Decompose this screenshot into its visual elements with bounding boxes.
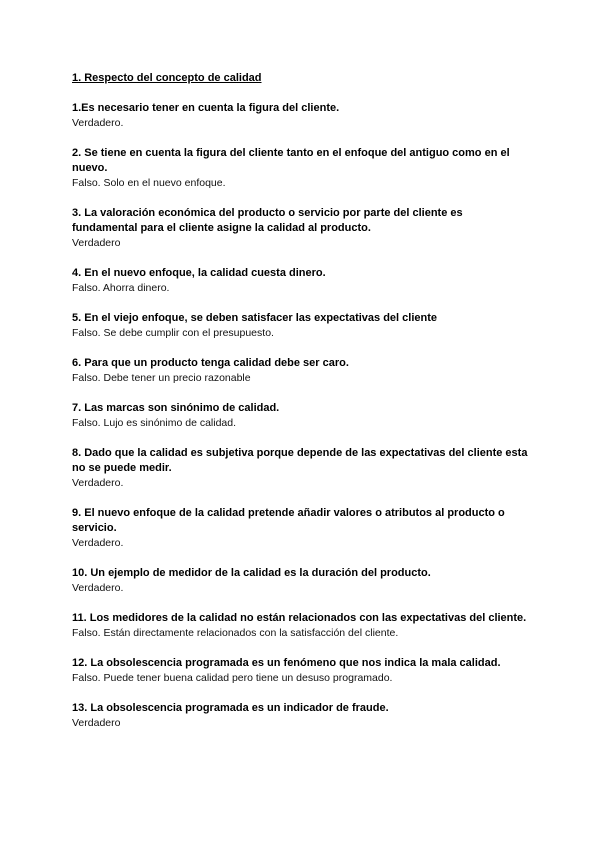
answer-6: Falso. Debe tener un precio razonable [72, 372, 251, 384]
question-4: 4. En el nuevo enfoque, la calidad cuesta dinero. [72, 267, 326, 279]
qa-item-5 [72, 311, 528, 341]
qa-item-7 [72, 401, 528, 431]
qa-item-2 [72, 146, 528, 191]
question-10: 10. Un ejemplo de medidor de la calidad es la duración del producto. [72, 567, 431, 579]
question-5: 5. En el viejo enfoque, se deben satisfacer las expectativas del cliente [72, 312, 437, 324]
answer-4: Falso. Ahorra dinero. [72, 282, 170, 294]
qa-item-12 [72, 656, 528, 686]
answer-12: Falso. Puede tener buena calidad pero tiene un desuso programado. [72, 672, 393, 684]
question-11: 11. Los medidores de la calidad no están relacionados con las expectativas del cliente. [72, 612, 527, 624]
answer-3: Verdadero [72, 237, 121, 249]
qa-item-6 [72, 356, 528, 386]
qa-item-8 [72, 446, 528, 491]
answer-8: Verdadero. [72, 477, 124, 489]
qa-item-9 [72, 506, 528, 551]
answer-7: Falso. Lujo es sinónimo de calidad. [72, 417, 237, 429]
document-page [72, 71, 528, 746]
qa-item-4 [72, 266, 528, 296]
answer-10: Verdadero. [72, 582, 124, 594]
question-12: 12. La obsolescencia programada es un fenómeno que nos indica la mala calidad. [72, 657, 501, 669]
answer-9: Verdadero. [72, 537, 124, 549]
answer-11: Falso. Están directamente relacionados con la satisfacción del cliente. [72, 627, 399, 639]
answer-13: Verdadero [72, 717, 121, 729]
qa-item-11 [72, 611, 528, 641]
qa-item-13 [72, 701, 528, 731]
qa-item-10 [72, 566, 528, 596]
question-2: 2. Se tiene en cuenta la figura del cliente tanto en el enfoque del antiguo como en el nuevo. [72, 147, 510, 174]
question-9: 9. El nuevo enfoque de la calidad pretende añadir valores o atributos al producto o servicio. [72, 507, 505, 534]
question-7: 7. Las marcas son sinónimo de calidad. [72, 402, 280, 414]
question-8: 8. Dado que la calidad es subjetiva porque depende de las expectativas del cliente esta no se puede medir. [72, 447, 528, 474]
qa-item-1 [72, 101, 528, 131]
section-title: 1. Respecto del concepto de calidad [72, 72, 262, 84]
question-1: 1.Es necesario tener en cuenta la figura del cliente. [72, 102, 340, 114]
answer-2: Falso. Solo en el nuevo enfoque. [72, 177, 226, 189]
answer-1: Verdadero. [72, 117, 124, 129]
answer-5: Falso. Se debe cumplir con el presupuesto. [72, 327, 274, 339]
qa-item-3 [72, 206, 528, 251]
question-13: 13. La obsolescencia programada es un indicador de fraude. [72, 702, 389, 714]
question-3: 3. La valoración económica del producto o servicio por parte del cliente es fundamental para el cliente asigne la calidad al producto. [72, 207, 463, 234]
question-6: 6. Para que un producto tenga calidad debe ser caro. [72, 357, 349, 369]
